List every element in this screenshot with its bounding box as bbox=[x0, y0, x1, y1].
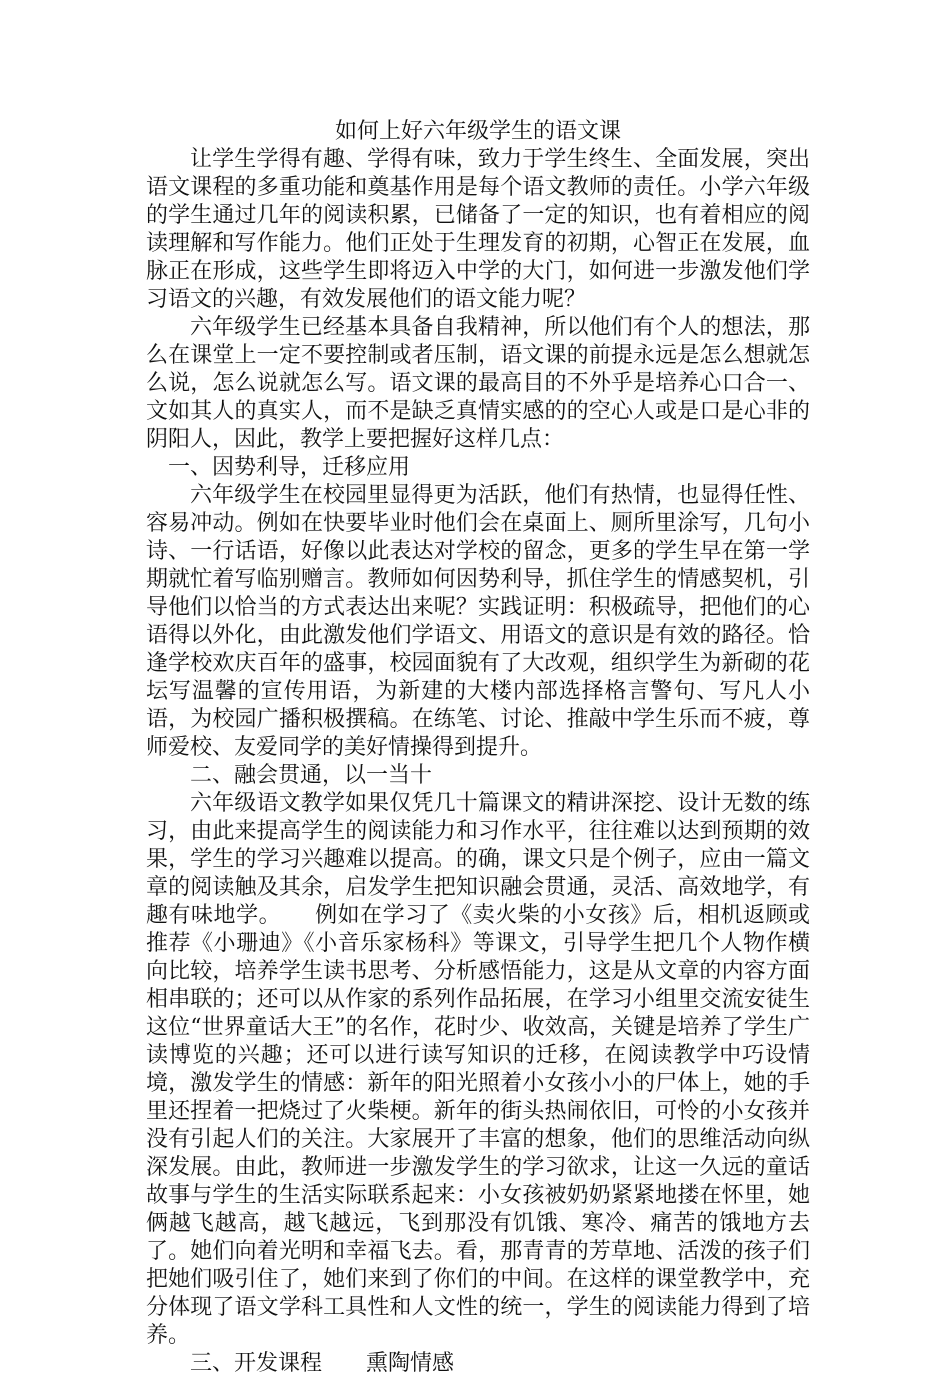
body-paragraph: 六年级学生已经基本具备自我精神，所以他们有个人的想法，那么在课堂上一定不要控制或者压制，语文课的前提永远是怎么想就怎么说，怎么说就怎么写。语文课的最高目的不外乎是培养心口合一、文如其人的真实人，而不是缺乏真情实感的的空心人或是口是心非的阴阳人，因此，教学上要把握好这样几点： bbox=[146, 315, 810, 452]
body-paragraph: 六年级学生在校园里显得更为活跃，他们有热情，也显得任性、容易冲动。例如在快要毕业时他们会在桌面上、厕所里涂写，几句小诗、一行话语，好像以此表达对学校的留念，更多的学生早在第一学期就忙着写临别赠言。教师如何因势利导，抓住学生的情感契机，引导他们以恰当的方式表达出来呢？实践证明：积极疏导，把他们的心语得以外化，由此激发他们学语文、用语文的意识是有效的路径。恰逢学校欢庆百年的盛事，校园面貌有了大改观，组织学生为新砌的花坛写温馨的宣传用语，为新建的大楼内部选择格言警句、写凡人小语，为校园广播积极撰稿。在练笔、讨论、推敲中学生乐而不疲，尊师爱校、友爱同学的美好情操得到提升。 bbox=[146, 483, 810, 760]
section-heading: 三、开发课程 熏陶情感 bbox=[190, 1351, 455, 1376]
document-title: 如何上好六年级学生的语文课 bbox=[334, 119, 621, 144]
document-page bbox=[146, 118, 810, 1378]
section-heading: 一、因势利导，迁移应用 bbox=[168, 455, 411, 480]
body-paragraph: 六年级语文教学如果仅凭几十篇课文的精讲深挖、设计无数的练习，由此来提高学生的阅读能力和习作水平，往往难以达到预期的效果，学生的学习兴趣难以提高。的确，课文只是个例子，应由一篇文章的阅读触及其余，启发学生把知识融会贯通，灵活、高效地学，有趣有味地学。 例如在学习了《卖火柴的小女孩》后，相机返顾或推荐《小珊迪》《小音乐家杨科》等课文，引导学生把几个人物作横向比较，培养学生读书思考、分析感悟能力，这是从文章的内容方面相串联的；还可以从作家的系列作品拓展，在学习小组里交流安徒生这位“世界童话大王”的名作，花时少、收效高，关键是培养了学生广读博览的兴趣；还可以进行读写知识的迁移，在阅读教学中巧设情境，激发学生的情感：新年的阳光照着小女孩小小的尸体上，她的手里还捏着一把烧过了火柴梗。新年的街头热闹依旧，可怜的小女孩并没有引起人们的关注。大家展开了丰富的想象，他们的思维活动向纵深发展。由此，教师进一步激发学生的学习欲求，让这一久远的童话故事与学生的生活实际联系起来：小女孩被奶奶紧紧地搂在怀里，她俩越飞越高，越飞越远，飞到那没有饥饿、寒冷、痛苦的饿地方去了。她们向着光明和幸福飞去。看，那青青的芳草地、活泼的孩子们把她们吸引住了，她们来到了你们的中间。在这样的课堂教学中，充分体现了语文学科工具性和人文性的统一，学生的阅读能力得到了培养。 bbox=[146, 791, 810, 1348]
section-heading: 二、融会贯通，以一当十 bbox=[190, 763, 433, 788]
body-paragraph: 让学生学得有趣、学得有味，致力于学生终生、全面发展，突出语文课程的多重功能和奠基作用是每个语文教师的责任。小学六年级的学生通过几年的阅读积累，已储备了一定的知识，也有着相应的阅读理解和写作能力。他们正处于生理发育的初期，心智正在发展，血脉正在形成，这些学生即将迈入中学的大门，如何进一步激发他们学习语文的兴趣，有效发展他们的语文能力呢？ bbox=[146, 147, 810, 312]
